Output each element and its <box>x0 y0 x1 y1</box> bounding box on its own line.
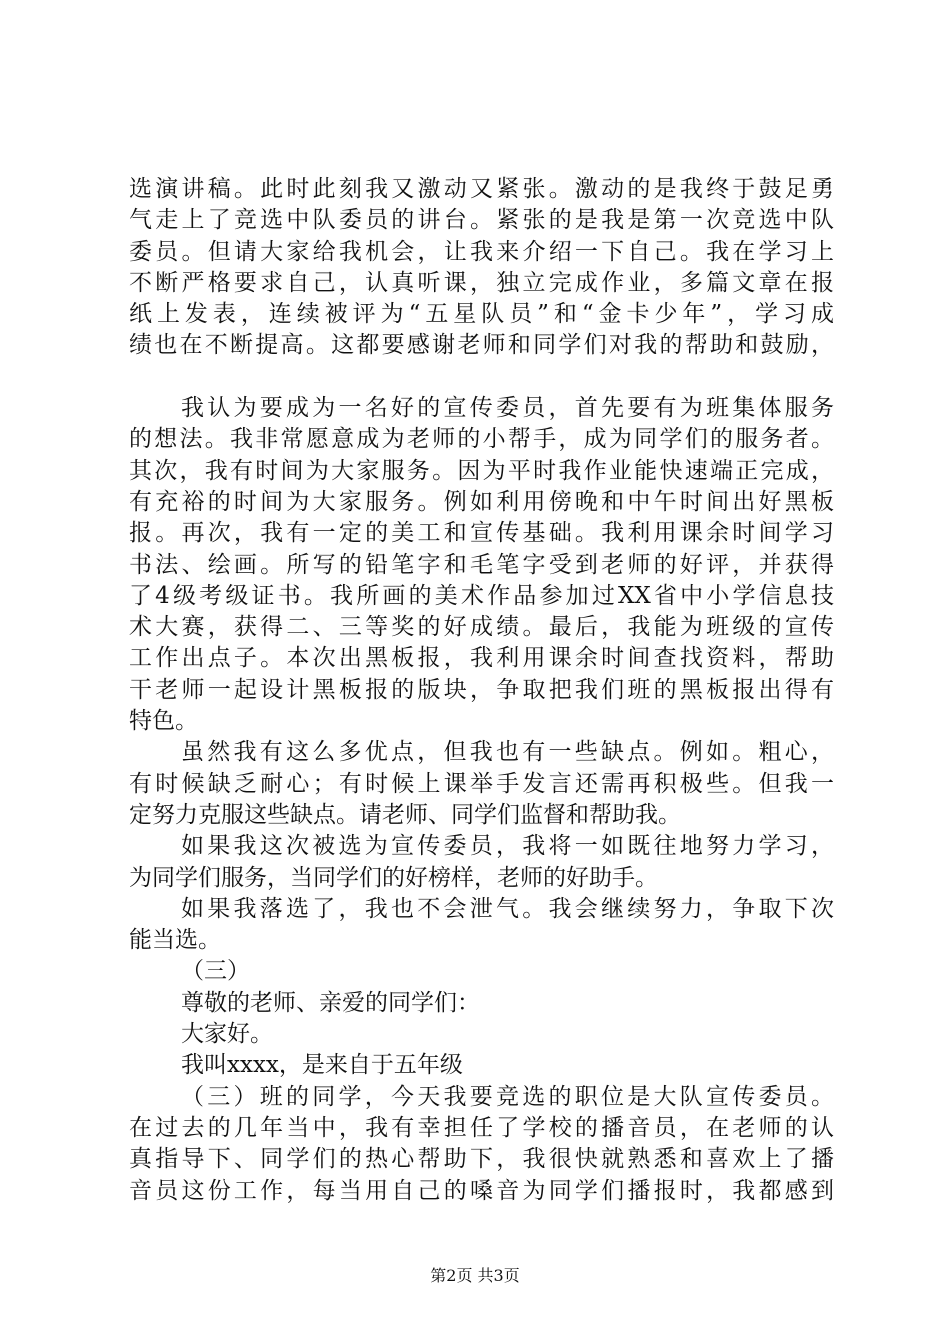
text-line: 在过去的几年当中，我有幸担任了学校的播音员，在老师的认 <box>129 1114 834 1141</box>
text-line: 不断严格要求自己，认真听课，独立完成作业，多篇文章在报 <box>129 269 834 296</box>
text-line: 我叫xxxx，是来自于五年级 <box>181 1052 463 1079</box>
text-line: 如果我落选了，我也不会泄气。我会继续努力，争取下次 <box>181 895 834 922</box>
section-heading: （三） <box>181 958 250 985</box>
greeting: 大家好。 <box>181 1021 273 1048</box>
text-line: 为同学们服务，当同学们的好榜样，老师的好助手。 <box>129 864 658 891</box>
text-line: 绩也在不断提高。这都要感谢老师和同学们对我的帮助和鼓励， <box>129 332 834 359</box>
text-line: 选演讲稿。此时此刻我又激动又紧张。激动的是我终于鼓足勇 <box>129 176 834 202</box>
text-line: 的想法。我非常愿意成为老师的小帮手，成为同学们的服务者。 <box>129 426 834 453</box>
page-footer <box>0 1266 950 1286</box>
text-line: 报。再次，我有一定的美工和宣传基础。我利用课余时间学习 <box>129 520 834 547</box>
text-line: 如果我这次被选为宣传委员，我将一如既往地努力学习， <box>181 833 834 860</box>
text-line: 有时候缺乏耐心；有时候上课举手发言还需再积极些。但我一 <box>129 770 834 797</box>
text-line: 能当选。 <box>129 927 221 954</box>
salutation: 尊敬的老师、亲爱的同学们： <box>181 989 480 1016</box>
blank-line <box>129 362 834 393</box>
text-line: 工作出点子。本次出黑板报，我利用课余时间查找资料，帮助 <box>129 645 834 672</box>
text-line: 纸上发表，连续被评为“五星队员”和“金卡少年”，学习成 <box>129 301 834 328</box>
body-text <box>129 174 834 1207</box>
text-line: 书法、绘画。所写的铅笔字和毛笔字受到老师的好评，并获得 <box>129 551 834 578</box>
text-line: 我认为要成为一名好的宣传委员，首先要有为班集体服务 <box>181 395 834 422</box>
text-line: 定努力克服这些缺点。请老师、同学们监督和帮助我。 <box>129 801 681 828</box>
text-line: 真指导下、同学们的热心帮助下，我很快就熟悉和喜欢上了播 <box>129 1146 834 1173</box>
text-line: 虽然我有这么多优点，但我也有一些缺点。例如。粗心， <box>181 739 834 766</box>
text-line: 特色。 <box>129 708 198 735</box>
text-line: 了4级考级证书。我所画的美术作品参加过XX省中小学信息技 <box>129 582 834 609</box>
text-line: 干老师一起设计黑板报的版块，争取把我们班的黑板报出得有 <box>129 676 834 703</box>
text-line: 有充裕的时间为大家服务。例如利用傍晚和中午时间出好黑板 <box>129 488 834 515</box>
text-line: 气走上了竞选中队委员的讲台。紧张的是我是第一次竞选中队 <box>129 207 834 234</box>
text-line: 委员。但请大家给我机会，让我来介绍一下自己。我在学习上 <box>129 238 834 265</box>
text-line: 音员这份工作，每当用自己的嗓音为同学们播报时，我都感到 <box>129 1177 834 1204</box>
page-number: 第2页 共3页 <box>430 1266 520 1285</box>
text-line: （三）班的同学，今天我要竞选的职位是大队宣传委员。 <box>181 1083 834 1110</box>
text-line: 术大赛，获得二、三等奖的好成绩。最后，我能为班级的宣传 <box>129 614 834 641</box>
text-line: 其次，我有时间为大家服务。因为平时我作业能快速端正完成， <box>129 457 834 484</box>
